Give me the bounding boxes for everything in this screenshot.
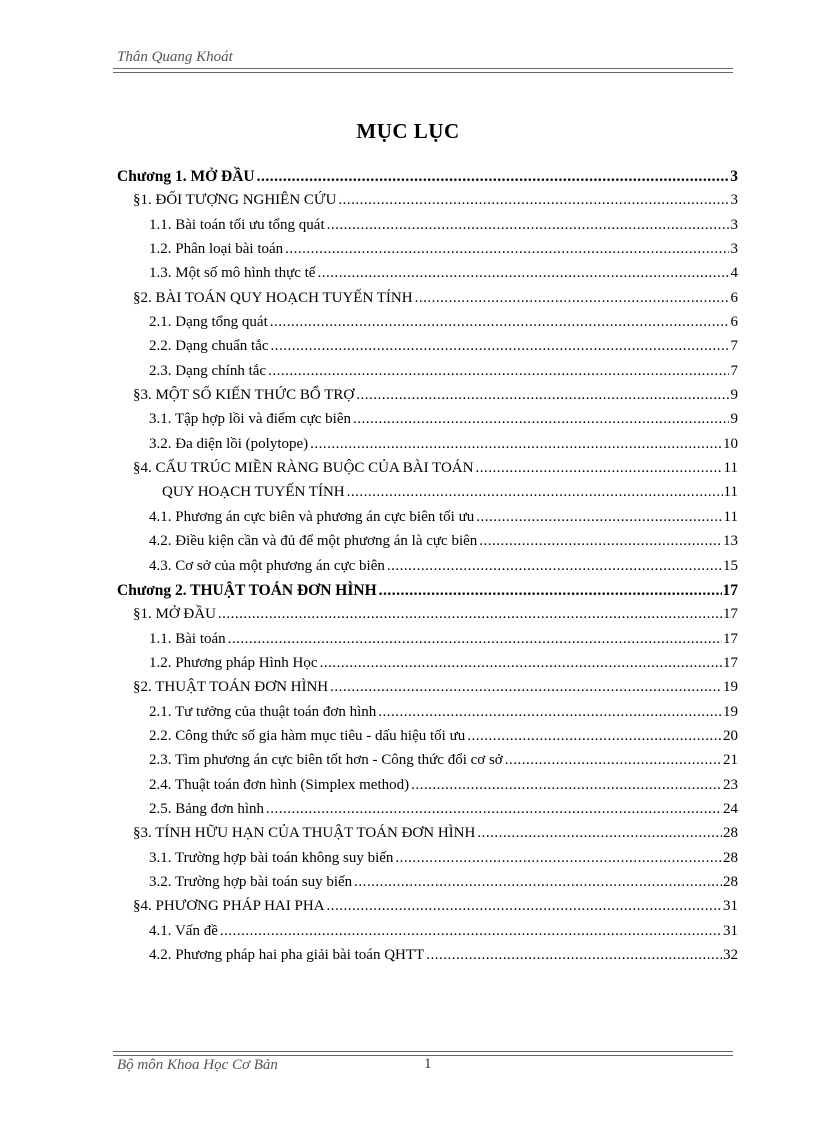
toc-entry-label: 2.1. Dạng tổng quát (149, 314, 268, 331)
toc-dot-leader (330, 679, 722, 696)
toc-entry-label: Chương 1. MỞ ĐẦU (117, 168, 255, 185)
toc-entry[interactable] (117, 631, 738, 655)
toc-entry-page: 15 (723, 557, 738, 574)
toc-dot-leader (220, 923, 722, 940)
toc-dot-leader (356, 387, 729, 404)
toc-dot-leader (411, 777, 722, 794)
toc-entry[interactable] (117, 460, 738, 484)
toc-entry-label: 3.1. Trường hợp bài toán không suy biến (149, 849, 394, 866)
toc-entry-page: 9 (730, 411, 738, 428)
toc-entry-label: §4. CẤU TRÚC MIỀN RÀNG BUỘC CỦA BÀI TOÁN (133, 460, 474, 477)
toc-dot-leader (353, 411, 729, 428)
toc-dot-leader (426, 947, 722, 964)
toc-entry-page: 24 (723, 800, 738, 817)
toc-entry-label: 3.2. Đa diện lồi (polytope) (149, 435, 309, 452)
toc-entry-page: 10 (723, 435, 738, 452)
toc-entry-label: QUY HOẠCH TUYẾN TÍNH (162, 484, 345, 501)
table-of-contents (117, 168, 738, 971)
toc-entry[interactable] (117, 387, 738, 411)
toc-entry[interactable] (117, 898, 738, 922)
footer-rule (113, 1051, 733, 1056)
toc-entry-label: 2.5. Bảng đơn hình (149, 800, 265, 817)
toc-entry-page: 28 (723, 825, 738, 842)
toc-entry-page: 23 (723, 776, 738, 793)
toc-dot-leader (479, 533, 722, 550)
toc-dot-leader (467, 728, 722, 745)
toc-entry-label: 2.3. Tìm phương án cực biên tốt hơn - Công thức đổi cơ sở (149, 752, 503, 769)
toc-entry-label: 2.3. Dạng chính tắc (149, 362, 267, 379)
toc-dot-leader (327, 217, 729, 234)
toc-entry[interactable] (117, 241, 738, 265)
header-author: Thân Quang Khoát (117, 49, 233, 65)
footer-page-number: 1 (424, 1056, 432, 1072)
toc-dot-leader (415, 290, 729, 307)
toc-entry[interactable] (117, 217, 738, 241)
toc-entry[interactable] (117, 704, 738, 728)
toc-entry-page: 32 (723, 947, 738, 963)
toc-entry-label: §1. ĐỐI TƯỢNG NGHIÊN CỨU (133, 192, 337, 209)
toc-entry-page: 4 (730, 265, 738, 282)
toc-dot-leader (218, 606, 722, 623)
toc-entry[interactable] (117, 363, 738, 387)
toc-entry-label: 4.2. Điều kiện cần và đủ để một phương án là cực biên (149, 533, 478, 550)
toc-entry[interactable] (117, 411, 738, 435)
toc-entry-label: 2.2. Công thức số gia hàm mục tiêu - dấu hiệu tối ưu (149, 727, 466, 744)
toc-entry[interactable] (117, 801, 738, 825)
toc-dot-leader (379, 582, 722, 600)
page-title: MỤC LỤC (356, 119, 460, 143)
toc-dot-leader (338, 192, 729, 209)
toc-entry[interactable] (117, 777, 738, 801)
toc-entry[interactable] (117, 338, 738, 362)
toc-dot-leader (347, 484, 723, 501)
toc-entry-label: Chương 2. THUẬT TOÁN ĐƠN HÌNH (117, 581, 377, 599)
toc-entry[interactable] (117, 923, 738, 947)
toc-entry-label: 4.2. Phương pháp hai pha giải bài toán QHTT (149, 947, 425, 963)
toc-entry-page: 3 (730, 241, 738, 258)
toc-entry-page: 28 (723, 873, 738, 890)
toc-entry-label: 4.1. Phương án cực biên và phương án cực biên tối ưu (149, 508, 475, 525)
toc-entry[interactable] (117, 192, 738, 216)
toc-entry[interactable] (117, 752, 738, 776)
toc-entry-page: 7 (730, 362, 738, 379)
toc-entry[interactable] (117, 533, 738, 557)
toc-entry-label: 2.4. Thuật toán đơn hình (Simplex method) (149, 776, 410, 793)
toc-entry-page: 17 (723, 630, 738, 647)
toc-entry-label: 1.3. Một số mô hình thực tế (149, 265, 316, 282)
toc-entry-page: 11 (723, 460, 738, 477)
toc-dot-leader (327, 898, 722, 915)
toc-dot-leader (317, 265, 729, 282)
toc-entry-page: 3 (730, 216, 738, 233)
toc-entry-page: 9 (730, 387, 738, 404)
toc-entry[interactable] (117, 947, 738, 971)
toc-entry-label: §3. TÍNH HỮU HẠN CỦA THUẬT TOÁN ĐƠN HÌNH (133, 825, 476, 842)
toc-entry[interactable] (117, 558, 738, 582)
toc-entry[interactable] (117, 509, 738, 533)
toc-entry-label: 1.2. Phân loại bài toán (149, 241, 284, 258)
toc-entry-label: §3. MỘT SỐ KIẾN THỨC BỔ TRỢ (133, 387, 355, 404)
toc-entry-page: 11 (723, 508, 738, 525)
toc-entry[interactable] (117, 290, 738, 314)
toc-entry-page: 31 (723, 898, 738, 915)
toc-entry[interactable] (117, 314, 738, 338)
toc-entry[interactable] (117, 168, 738, 192)
toc-entry-page: 3 (730, 168, 738, 185)
toc-entry-page: 17 (723, 606, 738, 623)
toc-entry-label: 4.1. Vấn đề (149, 922, 218, 939)
toc-dot-leader (257, 168, 729, 186)
toc-dot-leader (476, 509, 722, 526)
toc-entry-label: 2.1. Tư tưởng của thuật toán đơn hình (149, 703, 377, 720)
toc-entry[interactable] (117, 582, 738, 606)
toc-entry-page: 17 (723, 654, 738, 671)
toc-entry[interactable] (117, 436, 738, 460)
toc-entry-label: §4. PHƯƠNG PHÁP HAI PHA (133, 898, 325, 915)
toc-entry-page: 19 (723, 703, 738, 720)
toc-dot-leader (320, 655, 722, 672)
toc-entry-label: 4.3. Cơ sở của một phương án cực biên (149, 557, 385, 574)
footer-department: Bộ môn Khoa Học Cơ Bản (117, 1057, 278, 1073)
header-rule (113, 68, 733, 73)
toc-dot-leader (228, 631, 722, 648)
toc-entry-label: 3.1. Tập hợp lồi và điểm cực biên (149, 411, 351, 428)
toc-entry-page: 31 (723, 922, 738, 939)
toc-entry-label: 1.2. Phương pháp Hình Học (149, 654, 318, 671)
toc-entry-label: §2. THUẬT TOÁN ĐƠN HÌNH (133, 679, 329, 696)
toc-entry[interactable] (117, 606, 738, 630)
toc-entry-page: 6 (730, 314, 738, 331)
toc-entry-page: 11 (723, 484, 738, 501)
toc-dot-leader (266, 801, 722, 818)
toc-entry-label: 2.2. Dạng chuẩn tắc (149, 338, 269, 355)
toc-dot-leader (268, 363, 729, 380)
toc-entry[interactable] (117, 484, 738, 508)
toc-dot-leader (505, 752, 722, 769)
toc-entry[interactable] (117, 850, 738, 874)
toc-entry-page: 3 (730, 192, 738, 209)
toc-entry-page: 21 (723, 752, 738, 769)
toc-entry[interactable] (117, 825, 738, 849)
toc-dot-leader (378, 704, 722, 721)
toc-entry-label: §2. BÀI TOÁN QUY HOẠCH TUYẾN TÍNH (133, 289, 413, 306)
toc-dot-leader (271, 338, 729, 355)
toc-dot-leader (395, 850, 722, 867)
toc-entry[interactable] (117, 265, 738, 289)
toc-dot-leader (270, 314, 729, 331)
toc-entry-label: §1. MỞ ĐẦU (133, 606, 216, 623)
toc-entry[interactable] (117, 728, 738, 752)
toc-entry-page: 13 (723, 533, 738, 550)
toc-dot-leader (285, 241, 729, 258)
toc-entry-label: 1.1. Bài toán (149, 630, 226, 647)
toc-dot-leader (310, 436, 722, 453)
toc-entry-page: 28 (723, 849, 738, 866)
toc-entry-page: 17 (722, 581, 738, 599)
toc-dot-leader (387, 558, 722, 575)
toc-entry-label: 3.2. Trường hợp bài toán suy biến (149, 873, 353, 890)
toc-entry[interactable] (117, 874, 738, 898)
toc-entry[interactable] (117, 655, 738, 679)
toc-dot-leader (477, 825, 722, 842)
toc-entry-page: 7 (730, 338, 738, 355)
toc-dot-leader (475, 460, 722, 477)
toc-dot-leader (354, 874, 722, 891)
toc-entry[interactable] (117, 679, 738, 703)
toc-entry-label: 1.1. Bài toán tối ưu tổng quát (149, 216, 325, 233)
toc-entry-page: 20 (723, 727, 738, 744)
toc-entry-page: 19 (723, 679, 738, 696)
toc-entry-page: 6 (730, 289, 738, 306)
